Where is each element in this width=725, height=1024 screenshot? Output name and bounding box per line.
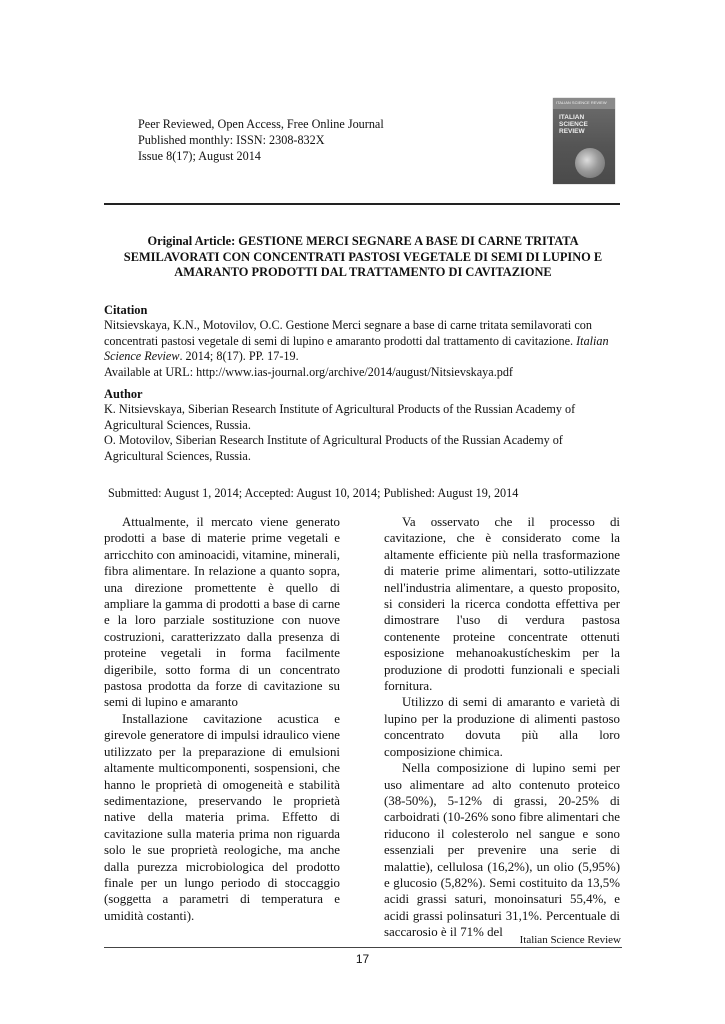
body-column-right: [384, 514, 620, 941]
article-title: [104, 234, 622, 281]
citation-url[interactable]: Available at URL: http://www.ias-journal.org/archive/2014/august/Nitsievskaya.pdf: [104, 364, 513, 379]
title-line: Original Article: GESTIONE MERCI SEGNARE A BASE DI CARNE TRITATA: [147, 234, 579, 248]
journal-cover-image: ITALIAN SCIENCE REVIEW ITALIAN SCIENCE REVIEW: [553, 98, 615, 184]
journal-line: Peer Reviewed, Open Access, Free Online Journal: [138, 117, 384, 131]
author-heading: Author: [104, 387, 143, 401]
header-divider: [104, 203, 620, 205]
citation-line: concentrati pastosi vegetale di semi di lupino e amaranto prodotti dal trattamento di cavitazione. Italian: [104, 333, 609, 348]
paragraph: Attualmente, il mercato viene generato prodotti a base di materie prime vegetali e arricchito con aminoacidi, vitamine, minerali, fibra alimentare. In relazione a quanto sopra, una direzione promettente è quello di ampliare la gamma di prodotti a base di carne e la loro parziale sostituzione con nuove costruzioni, caratterizzato dalla presenza di proteine vegetali in forma facilmente digeribile, sotto forma di un concentrato pastosa prodotta da forze di cavitazione su semi di lupino e amaranto: [104, 515, 340, 710]
author-text: [104, 402, 624, 464]
journal-info: [138, 116, 384, 164]
author-line: K. Nitsievskaya, Siberian Research Institute of Agricultural Products of the Russian Academy of: [104, 402, 576, 416]
citation-text: [104, 318, 624, 380]
citation-line: Nitsievskaya, K.N., Motovilov, O.C. Gestione Merci segnare a base di carne tritata semilavorati con: [104, 318, 592, 332]
citation-line: Science Review. 2014; 8(17). PP. 17-19.: [104, 349, 299, 363]
author-line: Agricultural Sciences, Russia.: [104, 448, 251, 463]
author-line: O. Motovilov, Siberian Research Institute of Agricultural Products of the Russian Academy of: [104, 433, 563, 447]
footer-divider: [104, 947, 622, 948]
author-line: Agricultural Sciences, Russia.: [104, 417, 251, 432]
paragraph: Nella composizione di lupino semi per uso alimentare ad alto contenuto proteico (38-50%), 5-12% di grassi, 20-25% di carboidrati (10-26% sono fibre alimentari che riducono il colesterolo nel sangue e sono essenziali per prevenire una serie di malattie), cellulosa (16,2%), un olio (5,95%) e glucosio (5,82%). Semi costituito da 13,5% acidi grassi saturi, monoinsaturi 55,4%, e acidi grassi polinsaturi 31,1%. Percentuale di saccarosio è il 71% del: [384, 761, 620, 940]
title-line: AMARANTO PRODOTTI DAL TRATTAMENTO DI CAVITAZIONE: [174, 265, 552, 279]
journal-line: Issue 8(17); August 2014: [138, 149, 261, 163]
page-number: 17: [355, 952, 370, 966]
body-column-left: [104, 514, 340, 924]
paragraph: Utilizzo di semi di amaranto e varietà di lupino per la produzione di alimenti pastoso concentrato dovuta più alla loro composizione chimica.: [384, 695, 620, 759]
footer-journal-name: Italian Science Review: [519, 934, 621, 946]
globe-icon: [575, 148, 605, 178]
submission-dates: Submitted: August 1, 2014; Accepted: August 10, 2014; Published: August 19, 2014: [108, 486, 519, 500]
journal-line: Published monthly: ISSN: 2308-832X: [138, 133, 325, 147]
paragraph: Installazione cavitazione acustica e girevole generatore di impulsi idraulico viene utilizzato per la preparazione di emulsioni altamente multicomponenti, sospensioni, che hanno le proprietà di omogeneità e stabilità sedimentazione, preservando le proprietà native della materia prima. Effetto di cavitazione sulla materia prima non riguarda solo le sue proprietà reologiche, ma anche dalla purezza microbiologica del prodotto finale per un lungo periodo di stoccaggio (soggetta a parametri di temperatura e umidità costanti).: [104, 711, 340, 923]
title-line: SEMILAVORATI CON CONCENTRATI PASTOSI VEGETALE DI SEMI DI LUPINO E: [123, 249, 603, 264]
paragraph: Va osservato che il processo di cavitazione, che è considerato come la altamente efficiente più nella trasformazione di materie prime alimentari, sotto-utilizzate nell'industria alimentare, a questo proposito, si consideri la ricerca condotta effettiva per dimostrare l'uso di verdura pastosa contenente proteine concentrate ottenuti esposizione mehanoakustícheskim per la produzione di prodotti funzionali e speciali fornitura.: [384, 515, 620, 694]
cover-title: ITALIAN SCIENCE REVIEW: [559, 114, 588, 135]
citation-heading: Citation: [104, 303, 148, 317]
